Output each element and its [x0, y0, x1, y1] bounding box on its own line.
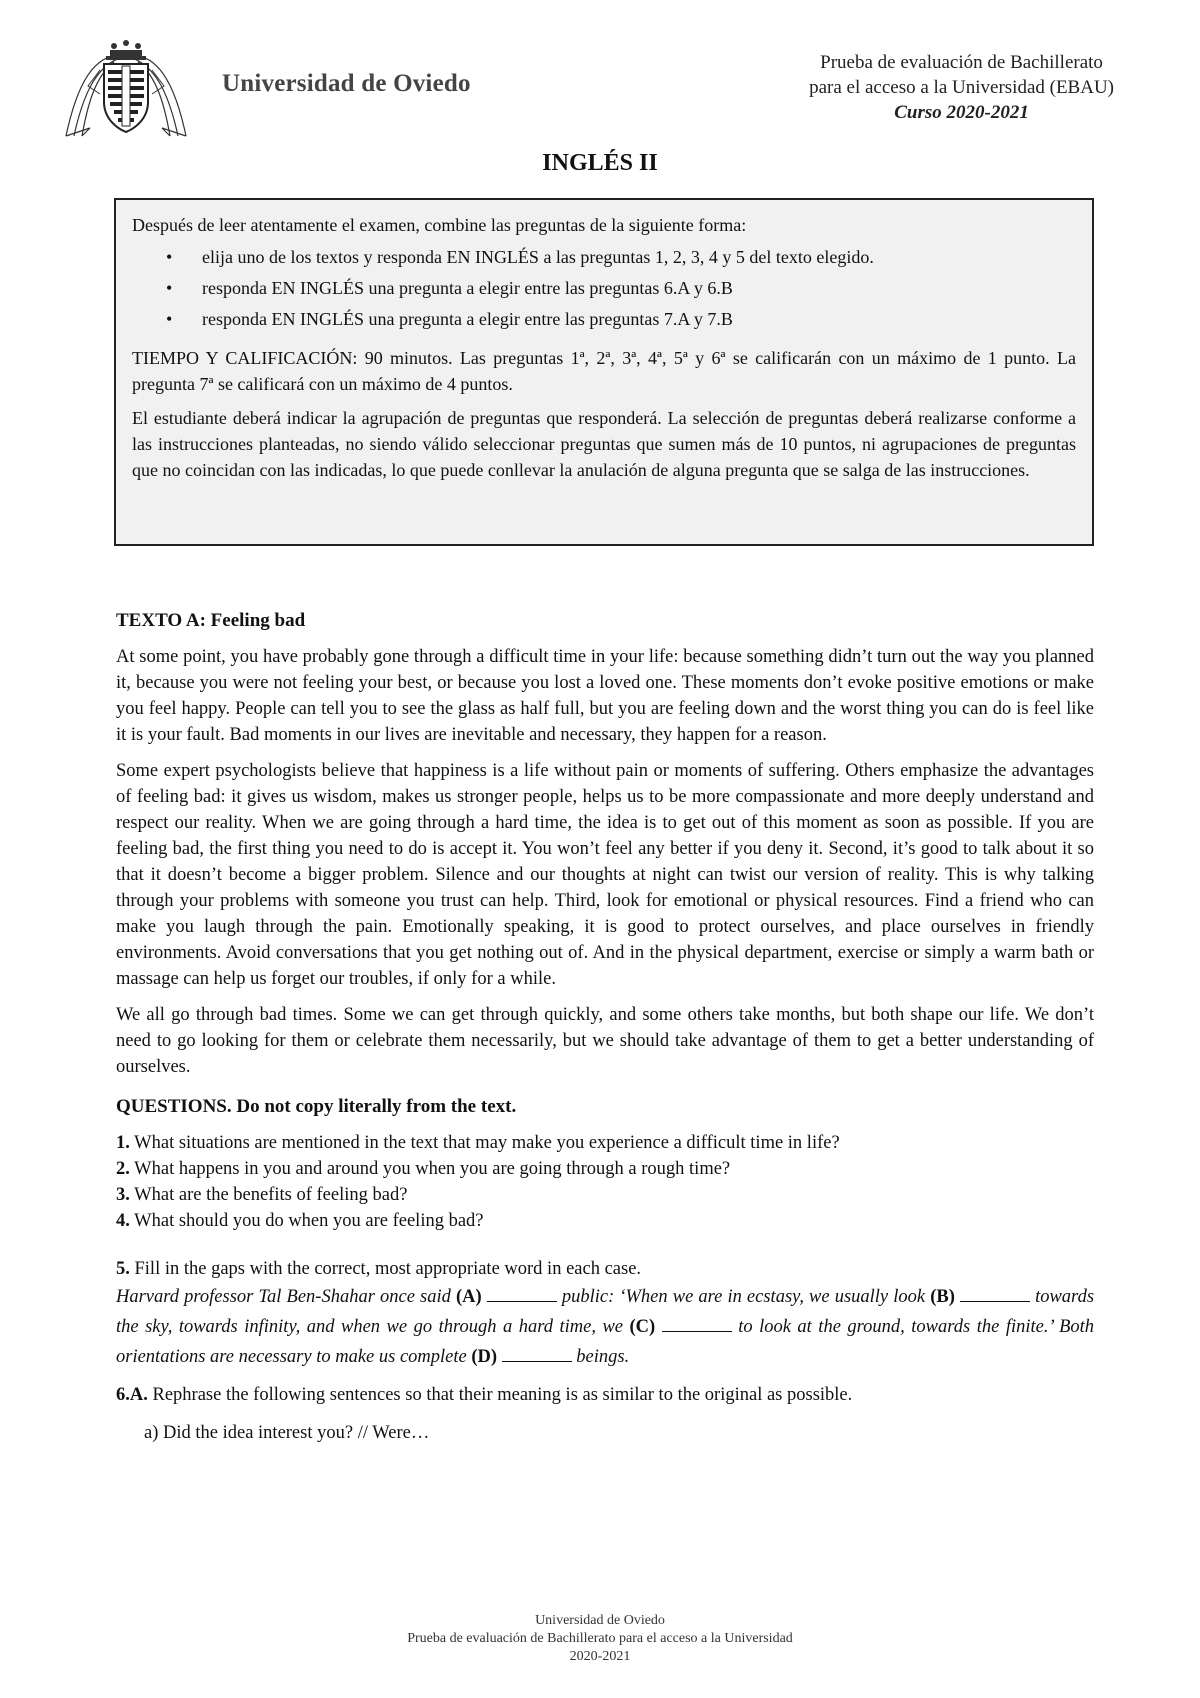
question-number: 1.	[116, 1133, 130, 1153]
instruction-text: elija uno de los textos y responda EN INGLÉS a las preguntas 1, 2, 3, 4 y 5 del texto elegido.	[202, 247, 874, 267]
instruction-item	[166, 304, 1076, 335]
text-paragraph: Some expert psychologists believe that happiness is a life without pain or moments of suffering. Others emphasize the advantages of feeling bad: it gives us wisdom, makes us stronger people, helps us to be more compassionate and more deeply understand and respect our reality. When we are going through a hard time, the idea is to get out of this moment as soon as possible. If you are feeling bad, the first thing you need to do is accept it. You won’t feel any better if you deny it. Second, it’s good to talk about it so that it doesn’t become a bigger problem. Silence and our thoughts at night can twist our version of reality. This is why talking through your problems with someone you trust can help. Third, look for emotional or physical resources. Find a friend who can make you laugh through the pain. Emotionally speaking, it is good to protect ourselves, and place ourselves in friendly environments. Avoid conversations that you get nothing out of. And in the physical department, exercise or simply a warm bath or massage can help us forget our troubles, if only for a while.	[116, 761, 1094, 989]
instructions-box	[114, 198, 1094, 546]
gap-label-a: (A)	[455, 1287, 482, 1307]
gap-text-segment: beings.	[571, 1347, 630, 1367]
exam-header-info	[809, 50, 1114, 125]
footer-university: Universidad de Oviedo	[535, 1613, 665, 1628]
subject-title: INGLÉS II	[542, 150, 658, 176]
question-6a	[116, 1382, 1094, 1408]
instructions-list	[132, 242, 1076, 335]
question-number: 3.	[116, 1185, 130, 1205]
question-text: What should you do when you are feeling bad?	[134, 1211, 484, 1231]
time-and-scoring: TIEMPO Y CALIFICACIÓN: 90 minutos. Las preguntas 1ª, 2ª, 3ª, 4ª, 5ª y 6ª se calificarán con un máximo de 1 punto. La pregunta 7ª se calificará con un máximo de 4 puntos.	[132, 348, 1076, 394]
bullet-icon: •	[166, 309, 173, 329]
instruction-item	[166, 242, 1076, 273]
gap-label-b: (B)	[930, 1287, 955, 1307]
instructions-intro: Después de leer atentamente el examen, combine las preguntas de la siguiente forma:	[132, 215, 747, 235]
gap-label-d: (D)	[471, 1347, 498, 1367]
question-item	[116, 1208, 1094, 1234]
gap-text-segment: public: ‘When we are in ecstasy, we usually look	[556, 1287, 931, 1307]
gap-blank-d	[502, 1347, 572, 1362]
gap-text-segment: to look at the ground, towards the finite.’ Both orientations are necessary to make us complete	[116, 1317, 1095, 1367]
instruction-text: responda EN INGLÉS una pregunta a elegir entre las preguntas 6.A y 6.B	[202, 278, 733, 298]
university-name: Universidad de Oviedo	[222, 70, 471, 97]
gap-blank-c	[662, 1317, 732, 1332]
fill-in-gaps-text	[116, 1282, 1094, 1372]
question-6a-item-a: a) Did the idea interest you? // Were…	[144, 1423, 430, 1443]
question-text: Rephrase the following sentences so that their meaning is as similar to the original as possible.	[152, 1385, 853, 1405]
footer-year: 2020-2021	[569, 1649, 631, 1664]
question-text: Fill in the gaps with the correct, most appropriate word in each case.	[134, 1259, 642, 1279]
exam-title-line2: para el acceso a la Universidad (EBAU)	[809, 77, 1114, 98]
text-paragraph: At some point, you have probably gone through a difficult time in your life: because something didn’t turn out the way you planned it, because you were not feeling your best, or because you lost a loved one. These moments don’t evoke positive emotions or make you feel happy. People can tell you to see the glass as half full, but you are feeling down and the worst thing you can do is feel like it is your fault. Bad moments in our lives are inevitable and necessary, they happen for a reason.	[116, 647, 1094, 745]
gap-label-c: (C)	[629, 1317, 656, 1337]
gap-text-segment: Harvard professor Tal Ben-Shahar once said	[116, 1287, 456, 1307]
grouping-note: El estudiante deberá indicar la agrupación de preguntas que responderá. La selección de preguntas deberá realizarse conforme a las instrucciones planteadas, no siendo válido seleccionar preguntas que sumen más de 10 puntos, ni agrupaciones de preguntas que no coincidan con las indicadas, lo que puede conllevar la anulación de alguna pregunta que se salga de las instrucciones.	[132, 408, 1076, 480]
bullet-icon: •	[166, 247, 173, 267]
instruction-item	[166, 273, 1076, 304]
question-number: 4.	[116, 1211, 130, 1231]
question-item	[116, 1182, 1094, 1208]
question-text: What are the benefits of feeling bad?	[134, 1185, 408, 1205]
gap-blank-b	[960, 1287, 1030, 1302]
university-crest-logo	[60, 40, 192, 144]
instruction-text: responda EN INGLÉS una pregunta a elegir entre las preguntas 7.A y 7.B	[202, 309, 733, 329]
question-number: 6.A.	[116, 1385, 148, 1405]
footer-exam-name: Prueba de evaluación de Bachillerato para el acceso a la Universidad	[407, 1631, 793, 1646]
page-footer	[0, 1612, 1200, 1666]
question-text: What situations are mentioned in the text that may make you experience a difficult time in life?	[134, 1133, 840, 1153]
exam-title-line1: Prueba de evaluación de Bachillerato	[820, 52, 1103, 73]
question-text: What happens in you and around you when you are going through a rough time?	[134, 1159, 731, 1179]
questions-heading: QUESTIONS. Do not copy literally from the text.	[116, 1096, 517, 1117]
question-item	[116, 1130, 1094, 1156]
question-5	[116, 1256, 1094, 1282]
gap-text-segment: towards the sky, towards infinity, and when we go through a hard time, we	[116, 1287, 1095, 1337]
question-item	[116, 1156, 1094, 1182]
question-number: 2.	[116, 1159, 130, 1179]
text-paragraph: We all go through bad times. Some we can get through quickly, and some others take months, but both shape our life. We don’t need to go looking for them or celebrate them necessarily, but we should take advantage of them to get a better understanding of ourselves.	[116, 1005, 1094, 1077]
questions-list	[116, 1130, 1094, 1234]
text-title: TEXTO A: Feeling bad	[116, 610, 306, 631]
question-number: 5.	[116, 1259, 130, 1279]
course-year: Curso 2020-2021	[894, 102, 1029, 123]
gap-blank-a	[487, 1287, 557, 1302]
exam-content	[116, 608, 1094, 1446]
bullet-icon: •	[166, 278, 173, 298]
